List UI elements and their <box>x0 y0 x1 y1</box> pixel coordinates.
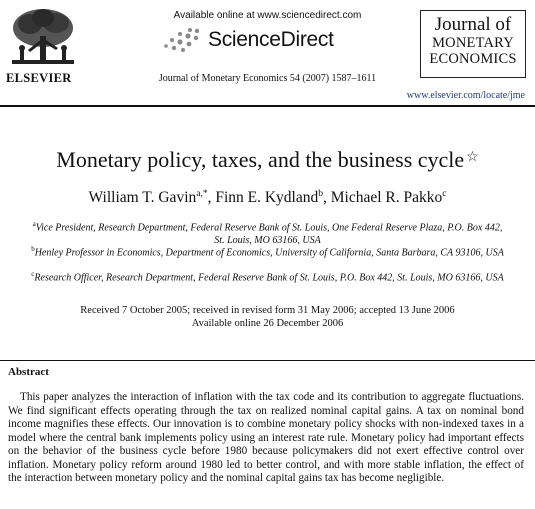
received-dates: Received 7 October 2005; received in revised form 31 May 2006; accepted 13 June 2006 <box>80 305 455 316</box>
journal-citation: Journal of Monetary Economics 54 (2007) 1587–1611 <box>158 73 377 84</box>
article-title-row <box>0 147 535 173</box>
article-title: Monetary policy, taxes, and the business cycle <box>56 147 465 172</box>
affiliation-text: Henley Professor in Economics, Department of Economics, University of California, Santa Barbara, CA 93106, USA <box>34 247 504 259</box>
available-online-text: Available online at www.sciencedirect.com <box>173 10 362 21</box>
affiliation-mark: c <box>31 270 35 278</box>
journal-logo-line2: MONETARY <box>432 35 514 51</box>
affiliation-text: Research Officer, Research Department, Federal Reserve Bank of St. Louis, P.O. Box 442, St. Louis, MO 63166, USA <box>34 272 504 284</box>
journal-logo-box <box>420 10 526 78</box>
journal-logo-line3: ECONOMICS <box>429 51 517 67</box>
affiliation-b <box>30 243 505 260</box>
available-online-date: Available online 26 December 2006 <box>191 318 344 329</box>
abstract-heading: Abstract <box>8 366 49 378</box>
author-name: William T. Gavin <box>88 189 197 207</box>
journal-url-link[interactable]: www.elsevier.com/locate/jme <box>406 90 525 101</box>
header-divider <box>0 105 535 107</box>
author-separator: , <box>323 189 331 207</box>
publisher-name: ELSEVIER <box>6 71 72 85</box>
author-list <box>0 184 535 208</box>
title-footnote-star-icon[interactable]: ☆ <box>466 150 479 165</box>
author-name: Finn E. Kydland <box>215 189 319 207</box>
author-name: Michael R. Pakko <box>330 189 443 207</box>
sciencedirect-dots-icon <box>160 26 202 54</box>
abstract-body: This paper analyzes the interaction of inflation with the tax code and its contribution to aggregate fluctuations. We find significant effects operating through the tax on realized nominal capital gains. A tax on nominal bond income magnifies these effects. Our innovation is to combine monetary policy shocks with non-indexed taxes in a model where the central bank implements policy using an interest rate rule. Monetary policy had important effects on the behavior of the business cycle before 1980 because policymakers did not exert effective control over inflation. Monetary policy reform around 1980 led to better control, and with more stable inflation, the effect of the interaction between monetary policy and the nominal capital gains tax has become negligible. <box>8 391 524 484</box>
affiliation-mark: b <box>31 245 35 253</box>
journal-logo-line1: Journal of <box>434 14 512 35</box>
author-separator: , <box>207 189 216 207</box>
author-affiliation-mark[interactable]: c <box>442 189 447 199</box>
author-affiliation-mark[interactable]: a,* <box>196 189 208 199</box>
affiliation-mark: a <box>32 220 36 228</box>
author-affiliation-mark[interactable]: b <box>318 189 323 199</box>
abstract-divider <box>0 360 535 361</box>
affiliation-c <box>30 268 505 285</box>
sciencedirect-wordmark: ScienceDirect <box>208 28 334 51</box>
affiliation-text: Vice President, Research Department, Federal Reserve Bank of St. Louis, One Federal Reserve Plaza, P.O. Box 442, St. Louis, MO 63166, USA <box>35 222 503 246</box>
